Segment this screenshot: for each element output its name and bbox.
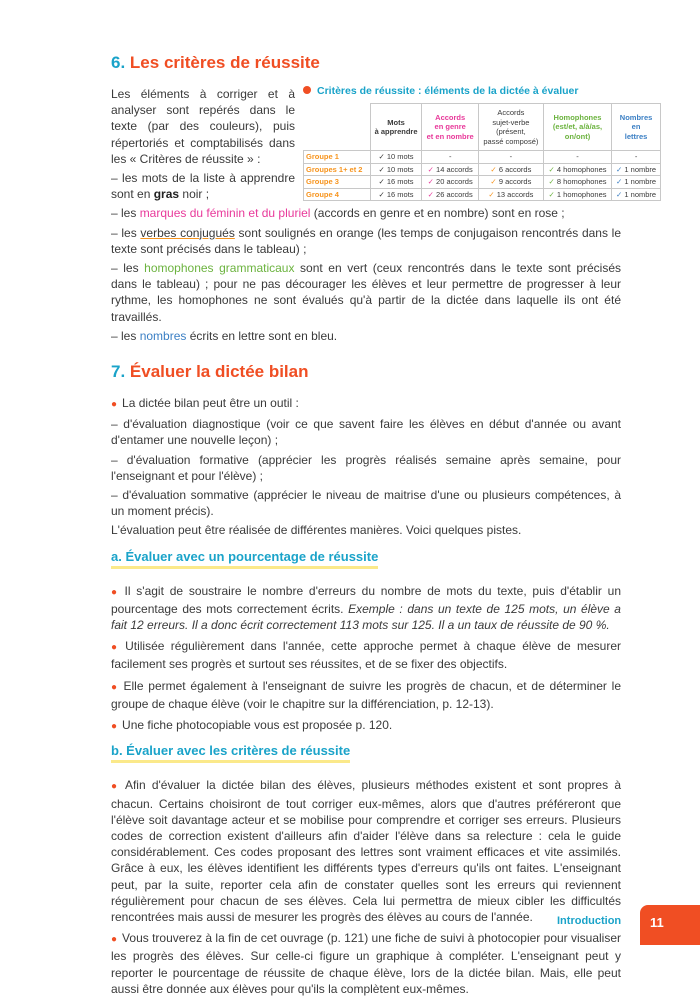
footer-section-label: Introduction: [557, 915, 622, 927]
cell-value: 10 mots: [386, 152, 414, 162]
table-cell: [478, 151, 543, 164]
cell-value: 26 accords: [436, 189, 473, 199]
cell-value: 16 mots: [386, 189, 414, 199]
paragraph: [111, 328, 621, 344]
text-segment: Exemple : dans un texte de 125 mots, un élève a fait 12 erreurs. Il a donc écrit correctement 113 mots sur 125. Il a un taux de réussite de 90 %.: [111, 601, 621, 633]
paragraph: [111, 678, 621, 712]
cell-value: 6 accords: [498, 164, 532, 174]
text-segment: Les éléments à corriger et à analyser sont repérés dans le texte (par des couleurs), puis répertoriés et comptabilisés dans les « Critères de réussite » :: [111, 87, 295, 166]
table-title: Critères de réussite : éléments de la dictée à évaluer: [303, 83, 661, 99]
text-segment: Afin d'évaluer la dictée bilan des élèves, plusieurs méthodes existent et sont propres à chacun. Certains choisiront de tout corriger eux-mêmes, alors que d'autres préféreront que l'élève soit davantage acteur et se mobilise pour comprendre et corriger ses erreurs. Plusieurs codes de correction existent d'ailleurs afin d'aider l'élève dans sa relecture : cela le guide considérablement. Ces codes proposant des lettres sont vraiment efficaces et vite assimilés. Grâce à eux, les élèves identifient les différents types d'erreurs qu'ils ont faites. L'enseignant peut, par la suite, reporter cela afin de constater quelles sont les erreurs qui reviennent régulièrement pour chacun de ses élèves. Cela lui permettra de mieux cibler les difficultés rencontrées mais aussi de mesurer les progrès des élèves au cours de l'année.: [111, 778, 621, 924]
text-segment: La dictée bilan peut être un outil :: [122, 396, 299, 411]
section-7-title: 7. Évaluer la dictée bilan: [111, 362, 309, 382]
text-segment: – d'évaluation formative (apprécier les progrès réalisés semaine après semaine, pour l'enseignant et pour l'élève) ;: [111, 452, 621, 483]
cell-value: -: [634, 152, 638, 162]
text-segment: écrits en lettre sont en bleu.: [186, 328, 338, 343]
cell-value: 9 accords: [498, 177, 532, 187]
text-segment: – d'évaluation sommative (apprécier le niveau de maitrise d'une ou plusieurs compétences, à un moment précis).: [111, 488, 621, 519]
check-icon: ✓: [378, 164, 385, 174]
table-cell: [543, 163, 611, 176]
bullet-icon: ●: [111, 781, 120, 793]
text-segment: Une fiche photocopiable vous est proposée p. 120.: [122, 718, 393, 733]
bullet-icon: ●: [111, 934, 118, 946]
table-cell: [478, 163, 543, 176]
paragraph: [111, 583, 621, 634]
table-cell: [612, 188, 661, 201]
text-segment: verbes conjugués: [140, 225, 235, 240]
check-icon: ✓: [427, 164, 434, 174]
text-segment: gras: [153, 187, 180, 202]
section-6-title: 6. Les critères de réussite: [111, 53, 320, 72]
group-label: Groupe 3: [304, 176, 371, 189]
check-icon: ✓: [548, 177, 555, 187]
paragraph: [111, 487, 621, 519]
paragraph: [111, 225, 621, 257]
cell-value: 1 homophones: [556, 189, 607, 199]
table-cell: [422, 163, 478, 176]
bullet-icon: ●: [111, 642, 121, 654]
table-cell: [543, 188, 611, 201]
table-cell: [422, 176, 478, 189]
cell-value: 10 mots: [386, 164, 414, 174]
group-label: Groupes 1+ et 2: [304, 163, 371, 176]
table-cell: [543, 176, 611, 189]
cell-value: 14 accords: [436, 164, 473, 174]
paragraph: [111, 452, 621, 484]
table-cell: [543, 151, 611, 164]
column-header: Accords en genre et en nombre: [422, 104, 478, 151]
check-icon: ✓: [616, 164, 623, 174]
text-segment: Elle permet également à l'enseignant de suivre les progrès de chacun, et de déterminer le groupe de chaque élève (voir le chapitre sur la différenciation, p. 12-13).: [111, 678, 622, 711]
paragraph: [111, 395, 621, 413]
table-cell: [370, 163, 422, 176]
check-icon: ✓: [378, 152, 385, 162]
table-cell: [370, 176, 422, 189]
cell-value: 8 homophones: [556, 177, 607, 187]
text-segment: L'évaluation peut être réalisée de différentes manières. Voici quelques pistes.: [111, 523, 522, 538]
check-icon: ✓: [616, 177, 623, 187]
check-icon: ✓: [488, 189, 495, 199]
criteria-table-box: [303, 83, 661, 201]
paragraph: [111, 522, 621, 538]
group-label: Groupe 4: [304, 188, 371, 201]
table-cell: [612, 176, 661, 189]
check-icon: ✓: [490, 177, 497, 187]
check-icon: ✓: [427, 189, 434, 199]
paragraph: [111, 717, 621, 735]
bullet-dot-icon: [303, 86, 311, 94]
check-icon: ✓: [616, 189, 623, 199]
text-segment: – les mots de la liste à apprendre sont en: [111, 171, 295, 202]
cell-value: 1 nombre: [624, 189, 657, 199]
check-icon: ✓: [548, 189, 555, 199]
group-label: Groupe 1: [304, 151, 371, 164]
table-cell: [478, 176, 543, 189]
cell-value: 1 nombre: [624, 164, 657, 174]
table-cell: [422, 188, 478, 201]
text-segment: marques du féminin et du pluriel: [139, 206, 311, 221]
table-cell: [370, 188, 422, 201]
table-corner: [304, 104, 371, 151]
cell-value: 4 homophones: [556, 164, 607, 174]
text-segment: – les: [111, 261, 145, 276]
check-icon: ✓: [490, 164, 497, 174]
bullet-icon: ●: [111, 399, 118, 411]
text-segment: nombres: [139, 328, 187, 343]
paragraph: [111, 638, 621, 672]
text-segment: sont soulignés en orange (les temps de conjugaison rencontrés dans le texte sont précisés dans le tableau) ;: [111, 225, 621, 256]
cell-value: -: [448, 152, 452, 162]
text-segment: – les: [111, 225, 141, 240]
cell-value: 1 nombre: [624, 177, 657, 187]
text-segment: Vous trouverez à la fin de cet ouvrage (p. 121) une fiche de suivi à photocopier pour visualiser les progrès des élèves. Sur celle-ci figure un graphique à compléter. L'enseignant peut y reporter le pourcentage de réussite de chaque élève, lors de la dictée bilan. Mais, elle peut aussi être donnée aux élèves pour qu'ils la complètent eux-mêmes.: [111, 931, 622, 996]
column-header: Mots à apprendre: [370, 104, 422, 151]
table-row: [304, 188, 661, 201]
cell-value: 16 mots: [386, 177, 414, 187]
column-header: Homophones (est/et, a/à/as, on/ont): [543, 104, 611, 151]
text-segment: – les: [111, 206, 140, 221]
paragraph: [111, 416, 621, 448]
bullet-icon: ●: [111, 681, 119, 693]
check-icon: ✓: [378, 177, 385, 187]
check-icon: ✓: [427, 177, 434, 187]
paragraph: [111, 777, 621, 925]
text-segment: (accords en genre et en nombre) sont en rose ;: [310, 206, 565, 221]
cell-value: 20 accords: [436, 177, 473, 187]
text-segment: homophones grammaticaux: [144, 261, 295, 276]
paragraph: [111, 205, 621, 221]
text-segment: Il s'agit de soustraire le nombre d'erreurs du nombre de mots du texte, puis d'établir un pourcentage des mots correctement écrits.: [111, 583, 622, 616]
bullet-icon: ●: [111, 721, 118, 733]
text-segment: sont en vert (ceux rencontrés dans le texte sont précisés dans le tableau) ; pour ne pas décourager les élèves et leur permettre de progresser à leur rythme, les homophones ne sont évalués qu'à partir de la dictée dans laquelle ils ont été travaillés.: [111, 261, 622, 324]
subsection-a-title: a. Évaluer avec un pourcentage de réussite: [111, 549, 378, 569]
text-segment: – d'évaluation diagnostique (voir ce que savent faire les élèves en début d'année ou avant d'entamer une nouvelle leçon) ;: [111, 417, 621, 448]
text-segment: Utilisée régulièrement dans l'année, cette approche permet à chaque élève de mesurer facilement ses progrès et surtout ses réussites, et de se fixer des objectifs.: [111, 639, 621, 672]
column-header: Accords sujet-verbe (présent, passé composé): [478, 104, 543, 151]
table-cell: [612, 163, 661, 176]
table-row: [304, 176, 661, 189]
cell-value: -: [509, 152, 513, 162]
table-cell: [612, 151, 661, 164]
table-cell: [370, 151, 422, 164]
check-icon: ✓: [378, 189, 385, 199]
table-cell: [422, 151, 478, 164]
text-segment: noir ;: [179, 187, 210, 202]
column-header: Nombres en lettres: [612, 104, 661, 151]
table-row: [304, 151, 661, 164]
bullet-icon: ●: [111, 586, 120, 598]
check-icon: ✓: [548, 164, 555, 174]
text-segment: – les: [111, 328, 140, 343]
table-cell: [478, 188, 543, 201]
page-number: 11: [640, 905, 700, 945]
paragraph: [111, 260, 621, 325]
cell-value: 13 accords: [496, 189, 534, 199]
table-row: [304, 163, 661, 176]
paragraph: [111, 930, 621, 997]
cell-value: -: [576, 152, 579, 162]
subsection-b-title: b. Évaluer avec les critères de réussite: [111, 743, 350, 763]
criteria-table: [303, 103, 661, 201]
